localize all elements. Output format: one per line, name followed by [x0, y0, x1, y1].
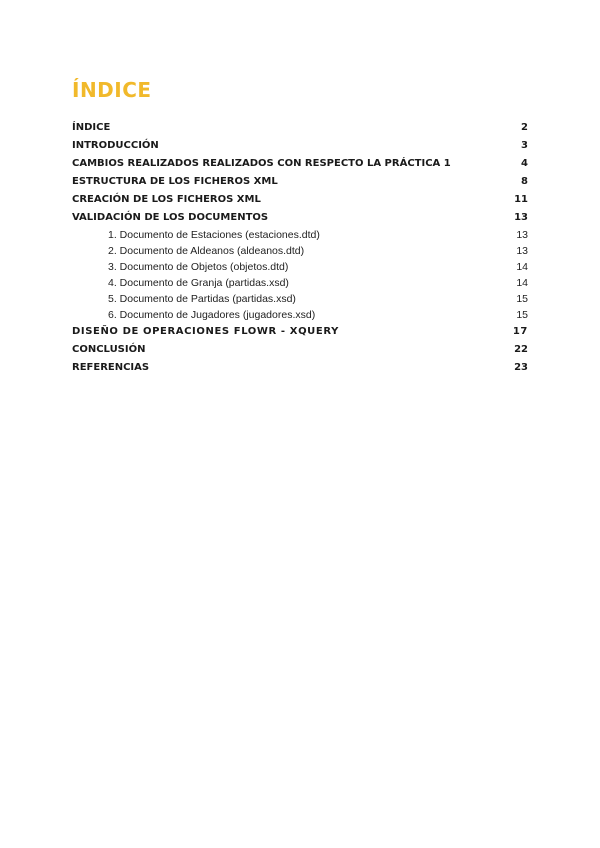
toc-subentry-estaciones[interactable]: [72, 227, 528, 243]
toc-entry-page: 17: [512, 326, 528, 337]
toc-subentry-granja[interactable]: [72, 275, 528, 291]
toc-subentry-jugadores[interactable]: [72, 307, 528, 323]
toc-entry-referencias[interactable]: [72, 359, 528, 377]
toc-entry-title: DISEÑO DE OPERACIONES FLOWR - XQUERY: [72, 326, 339, 337]
table-of-contents: [72, 119, 528, 377]
toc-entry-page: 4: [521, 158, 528, 169]
toc-entry-title: 2. Documento de Aldeanos (aldeanos.dtd): [108, 245, 305, 257]
toc-subentry-aldeanos[interactable]: [72, 243, 528, 259]
toc-entry-page: 11: [514, 194, 528, 205]
toc-entry-title: 4. Documento de Granja (partidas.xsd): [108, 277, 289, 289]
toc-entry-title: REFERENCIAS: [72, 362, 150, 373]
toc-entry-page: 13: [516, 245, 528, 257]
toc-entry-page: 15: [516, 293, 528, 305]
toc-entry-title: CAMBIOS REALIZADOS REALIZADOS CON RESPECTO LA PRÁCTICA 1: [72, 158, 451, 169]
toc-entry-page: 23: [514, 362, 528, 373]
toc-entry-page: 15: [516, 309, 528, 321]
toc-entry-estructura[interactable]: [72, 173, 528, 191]
toc-entry-conclusion[interactable]: [72, 341, 528, 359]
toc-entry-page: 14: [516, 261, 528, 273]
toc-entry-title: 1. Documento de Estaciones (estaciones.dtd): [108, 229, 320, 241]
toc-entry-diseno[interactable]: [72, 323, 528, 341]
toc-entry-title: INTRODUCCIÓN: [72, 140, 159, 151]
toc-entry-page: 13: [514, 212, 528, 223]
toc-entry-title: VALIDACIÓN DE LOS DOCUMENTOS: [72, 212, 269, 223]
toc-subentry-partidas[interactable]: [72, 291, 528, 307]
toc-entry-title: ÍNDICE: [72, 122, 111, 133]
toc-entry-title: 5. Documento de Partidas (partidas.xsd): [108, 293, 296, 305]
toc-entry-validacion[interactable]: [72, 209, 528, 227]
toc-entry-title: ESTRUCTURA DE LOS FICHEROS XML: [72, 176, 278, 187]
toc-entry-page: 14: [516, 277, 528, 289]
toc-entry-title: CONCLUSIÓN: [72, 344, 146, 355]
toc-entry-indice[interactable]: [72, 119, 528, 137]
toc-entry-page: 3: [521, 140, 528, 151]
toc-entry-page: 13: [516, 229, 528, 241]
page-title: ÍNDICE: [72, 78, 152, 102]
toc-entry-creacion[interactable]: [72, 191, 528, 209]
toc-entry-cambios[interactable]: [72, 155, 528, 173]
toc-entry-title: 6. Documento de Jugadores (jugadores.xsd): [108, 309, 316, 321]
toc-entry-page: 8: [521, 176, 528, 187]
toc-entry-page: 2: [521, 122, 528, 133]
toc-subentry-objetos[interactable]: [72, 259, 528, 275]
toc-entry-title: CREACIÓN DE LOS FICHEROS XML: [72, 194, 261, 205]
toc-entry-page: 22: [514, 344, 528, 355]
toc-entry-title: 3. Documento de Objetos (objetos.dtd): [108, 261, 289, 273]
toc-entry-introduccion[interactable]: [72, 137, 528, 155]
